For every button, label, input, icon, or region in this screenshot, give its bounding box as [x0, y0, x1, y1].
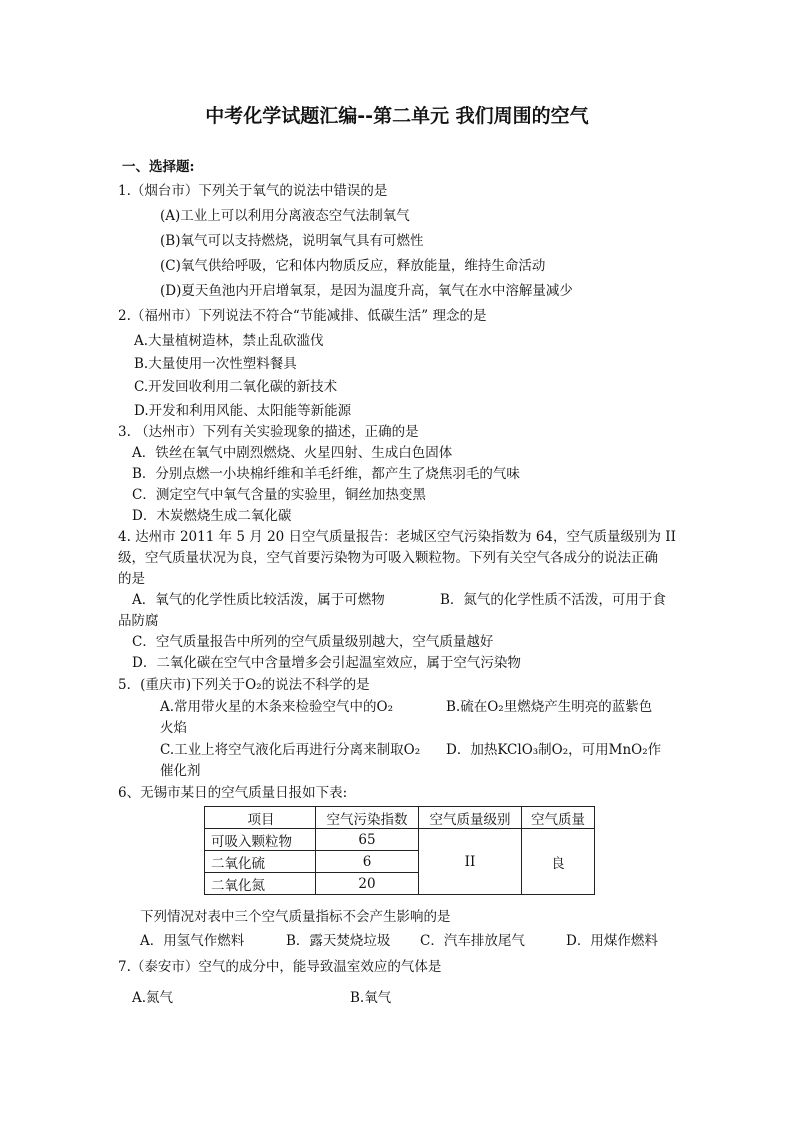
- q5-option-d-cont: 催化剂: [160, 763, 201, 779]
- q4-stem-line3: 的是: [118, 571, 145, 587]
- q5-option-a: A.常用带火星的木条来检验空气中的O₂: [160, 699, 394, 715]
- q4-option-a: A．氧气的化学性质比较活泼，属于可燃物: [132, 592, 385, 608]
- q6-option-a: A．用氢气作燃料: [140, 933, 245, 949]
- q7-option-b: B.氧气: [350, 990, 392, 1006]
- q7-stem: 7.（泰安市）空气的成分中，能导致温室效应的气体是: [118, 959, 442, 975]
- q5-option-d: D．加热KClO₃制O₂，可用MnO₂作: [446, 742, 662, 758]
- table-cell-index: 6: [316, 851, 419, 873]
- q1-stem: 1.（烟台市）下列关于氧气的说法中错误的是: [118, 183, 388, 199]
- q3-option-a: A．铁丝在氧气中剧烈燃烧、火星四射、生成白色固体: [132, 445, 453, 461]
- table-header-row: [205, 807, 595, 829]
- table-cell-quality: 良: [522, 829, 595, 895]
- table-cell-level: II: [419, 829, 522, 895]
- table-header-level: 空气质量级别: [419, 807, 522, 829]
- q7-option-a: A.氮气: [132, 990, 174, 1006]
- table-row: [205, 829, 595, 851]
- air-quality-table: [204, 806, 595, 895]
- q6-stem: 6、无锡市某日的空气质量日报如下表:: [118, 785, 348, 801]
- q6-option-b: B．露天焚烧垃圾: [286, 933, 391, 949]
- q5-option-b: B.硫在O₂里燃烧产生明亮的蓝紫色: [446, 699, 653, 715]
- q2-stem: 2.（福州市）下列说法不符合“节能减排、低碳生活” 理念的是: [118, 308, 487, 324]
- section-heading: 一、选择题:: [122, 159, 195, 175]
- q2-option-b: B.大量使用一次性塑料餐具: [134, 356, 297, 372]
- q1-option-b: (B)氧气可以支持燃烧，说明氧气具有可燃性: [160, 233, 424, 249]
- table-header-index: 空气污染指数: [316, 807, 419, 829]
- q4-option-c: C．空气质量报告中所列的空气质量级别越大，空气质量越好: [132, 634, 494, 650]
- q4-option-b: B．氮气的化学性质不活泼，可用于食: [440, 592, 666, 608]
- table-header-item: 项目: [205, 807, 316, 829]
- q6-option-d: D．用煤作燃料: [566, 933, 658, 949]
- q2-option-c: C.开发回收利用二氧化碳的新技术: [134, 379, 338, 395]
- q5-option-b-cont: 火焰: [160, 720, 187, 736]
- table-cell-item: 可吸入颗粒物: [205, 829, 316, 851]
- q3-option-b: B．分别点燃一小块棉纤维和羊毛纤维，都产生了烧焦羽毛的气味: [132, 466, 520, 482]
- q1-option-d: (D)夏天鱼池内开启增氧泵，是因为温度升高，氧气在水中溶解量减少: [160, 283, 573, 299]
- page-title: 中考化学试题汇编--第二单元 我们周围的空气: [205, 105, 589, 127]
- q3-stem: 3. （达州市）下列有关实验现象的描述，正确的是: [118, 424, 419, 440]
- q5-stem: 5．(重庆市)下列关于O₂的说法不科学的是: [118, 677, 370, 693]
- table-cell-item: 二氧化氮: [205, 873, 316, 895]
- q6-option-c: C．汽车排放尾气: [420, 933, 525, 949]
- q6-follow: 下列情况对表中三个空气质量指标不会产生影响的是: [140, 909, 451, 925]
- q2-option-d: D.开发和利用风能、太阳能等新能源: [134, 403, 352, 419]
- table-cell-index: 20: [316, 873, 419, 895]
- table-header-quality: 空气质量: [522, 807, 595, 829]
- q5-option-c: C.工业上将空气液化后再进行分离来制取O₂: [160, 742, 421, 758]
- q3-option-c: C．测定空气中氧气含量的实验里，铜丝加热变黑: [132, 487, 426, 503]
- q4-option-b-cont: 品防腐: [118, 613, 159, 629]
- q1-option-c: (C)氧气供给呼吸，它和体内物质反应，释放能量，维持生命活动: [160, 258, 546, 274]
- q4-option-d: D．二氧化碳在空气中含量增多会引起温室效应，属于空气污染物: [132, 655, 521, 671]
- q4-stem-line2: 级，空气质量状况为良，空气首要污染物为可吸入颗粒物。下列有关空气各成分的说法正确: [118, 550, 658, 566]
- q1-option-a: (A)工业上可以利用分离液态空气法制氧气: [160, 208, 410, 224]
- q3-option-d: D．木炭燃烧生成二氧化碳: [132, 508, 292, 524]
- q2-option-a: A.大量植树造林，禁止乱砍滥伐: [134, 333, 324, 349]
- table-cell-index: 65: [316, 829, 419, 851]
- table-cell-item: 二氧化硫: [205, 851, 316, 873]
- q4-stem-line1: 4. 达州市 2011 年 5 月 20 日空气质量报告：老城区空气污染指数为 64，空气质量级别为 II: [118, 529, 676, 545]
